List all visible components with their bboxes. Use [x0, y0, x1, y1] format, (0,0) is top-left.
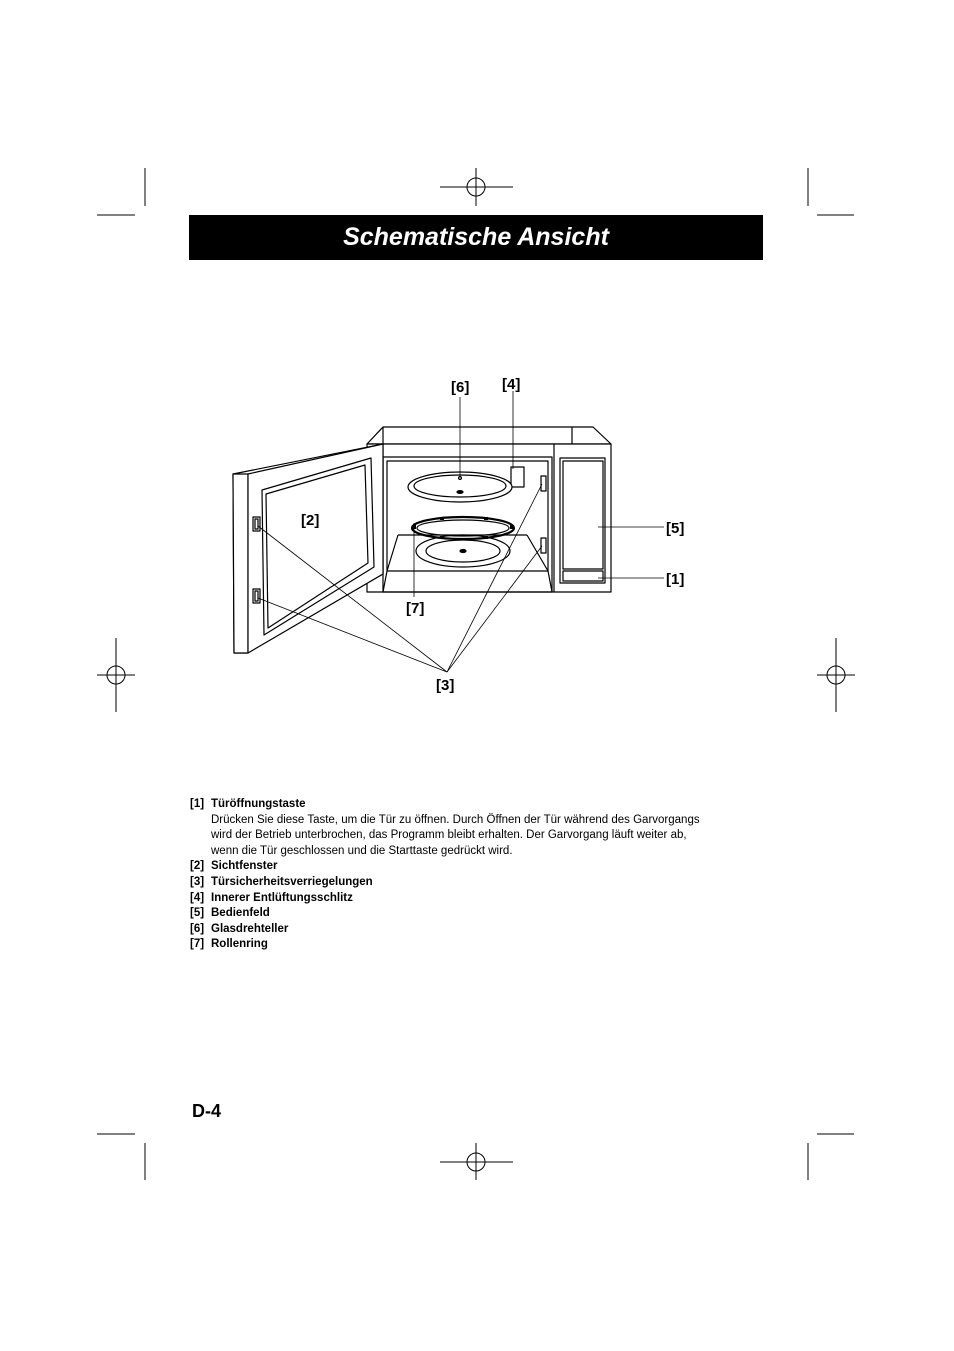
open-door: [233, 444, 383, 653]
legend-description: Drücken Sie diese Taste, um die Tür zu öffnen. Durch Öffnen der Tür während des Garvorgangs: [211, 813, 700, 826]
legend-term: Glasdrehteller: [211, 922, 289, 935]
legend-item: [190, 891, 770, 907]
callout-label-2: [2]: [301, 512, 320, 529]
legend-term: Bedienfeld: [211, 907, 270, 920]
legend-number: [1]: [190, 798, 205, 810]
legend-number: [6]: [190, 922, 205, 935]
legend-term: Türöffnungstaste: [211, 798, 306, 810]
callout-label-5: [5]: [666, 520, 685, 537]
page-number: D-4: [192, 1101, 222, 1121]
legend-item: [190, 922, 770, 938]
legend-number: [4]: [190, 891, 205, 904]
callout-label-4: [4]: [502, 376, 521, 393]
microwave-cabinet: [367, 427, 611, 592]
callout-label-6: [6]: [451, 379, 470, 396]
legend-item: [190, 797, 770, 859]
legend-description: wird der Betrieb unterbrochen, das Programm bleibt erhalten. Der Garvorgang läuft weiter ab,: [211, 829, 687, 842]
parts-legend: [190, 797, 770, 953]
legend-term: Türsicherheitsverriegelungen: [211, 875, 373, 888]
legend-item: [190, 875, 770, 891]
legend-term: Innerer Entlüftungsschlitz: [211, 891, 353, 904]
legend-number: [2]: [190, 860, 205, 873]
page-title: Schematische Ansicht: [189, 215, 763, 260]
legend-item: [190, 937, 770, 953]
legend-item: [190, 906, 770, 922]
glass-turntable: [408, 472, 512, 502]
legend-term: Rollenring: [211, 938, 268, 951]
callout-label-1: [1]: [666, 571, 685, 588]
callout-label-3: [3]: [436, 677, 455, 694]
legend-term: Sichtfenster: [211, 860, 278, 873]
legend-number: [5]: [190, 907, 205, 920]
legend-description: wenn die Tür geschlossen und die Starttaste gedrückt wird.: [211, 844, 513, 857]
legend-number: [7]: [190, 938, 205, 951]
legend-item: [190, 859, 770, 875]
legend-number: [3]: [190, 875, 205, 888]
callout-label-7: [7]: [406, 600, 425, 617]
